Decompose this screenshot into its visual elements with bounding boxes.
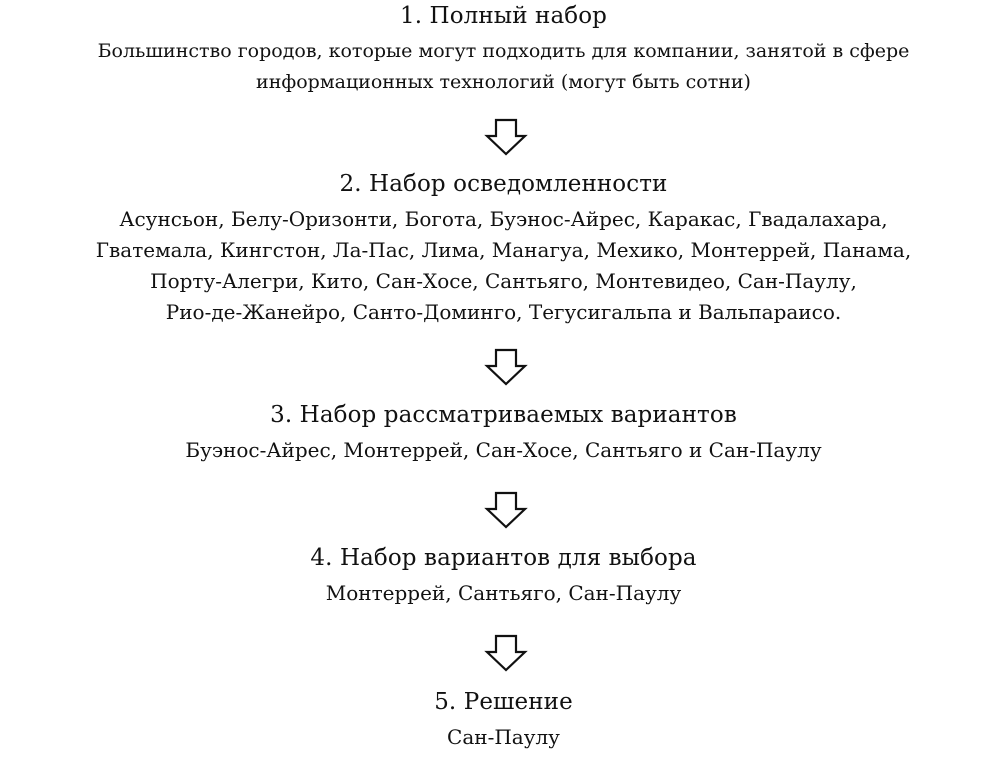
stage-5-body [0, 722, 1007, 753]
stage-1-title: 1. Полный набор [399, 3, 607, 29]
stage-4-title: 4. Набор вариантов для выбора [310, 545, 697, 571]
stage-5-title: 5. Решение [434, 689, 573, 715]
stage-4-body [0, 578, 1007, 609]
stage-2-line-1: Асунсьон, Белу-Оризонти, Богота, Буэнос-Айрес, Каракас, Гвадалахара, [119, 207, 888, 231]
stage-1-line-2: информационных технологий (могут быть сотни) [256, 71, 751, 93]
stage-2-body [0, 204, 1007, 328]
stage-3-line-1: Буэнос-Айрес, Монтеррей, Сан-Хосе, Сантьяго и Сан-Паулу [185, 438, 822, 462]
stage-2-line-3: Порту-Алегри, Кито, Сан-Хосе, Сантьяго, Монтевидео, Сан-Паулу, [150, 269, 857, 293]
stage-4-line-1: Монтеррей, Сантьяго, Сан-Паулу [325, 581, 682, 605]
stage-1-body [0, 36, 1007, 98]
down-arrow-outline-icon [484, 491, 528, 529]
stage-2-line-2: Гватемала, Кингстон, Ла-Пас, Лима, Манагуа, Мехико, Монтеррей, Панама, [95, 238, 912, 262]
stage-1-line-1: Большинство городов, которые могут подходить для компании, занятой в сфере [97, 40, 910, 62]
stage-3 [0, 401, 1007, 466]
down-arrow-outline-icon [484, 348, 528, 386]
down-arrow-outline-icon [484, 634, 528, 672]
stage-5 [0, 688, 1007, 753]
stage-2 [0, 170, 1007, 328]
down-arrow-outline-icon [484, 118, 528, 156]
stage-3-title: 3. Набор рассматриваемых вариантов [270, 402, 737, 428]
stage-2-line-4: Рио-де-Жанейро, Санто-Доминго, Тегусигальпа и Вальпараисо. [165, 300, 842, 324]
stage-2-title: 2. Набор осведомленности [339, 171, 668, 197]
stage-1 [0, 2, 1007, 98]
stage-5-line-1: Сан-Паулу [447, 725, 560, 749]
stage-3-body [0, 435, 1007, 466]
stage-4 [0, 544, 1007, 609]
